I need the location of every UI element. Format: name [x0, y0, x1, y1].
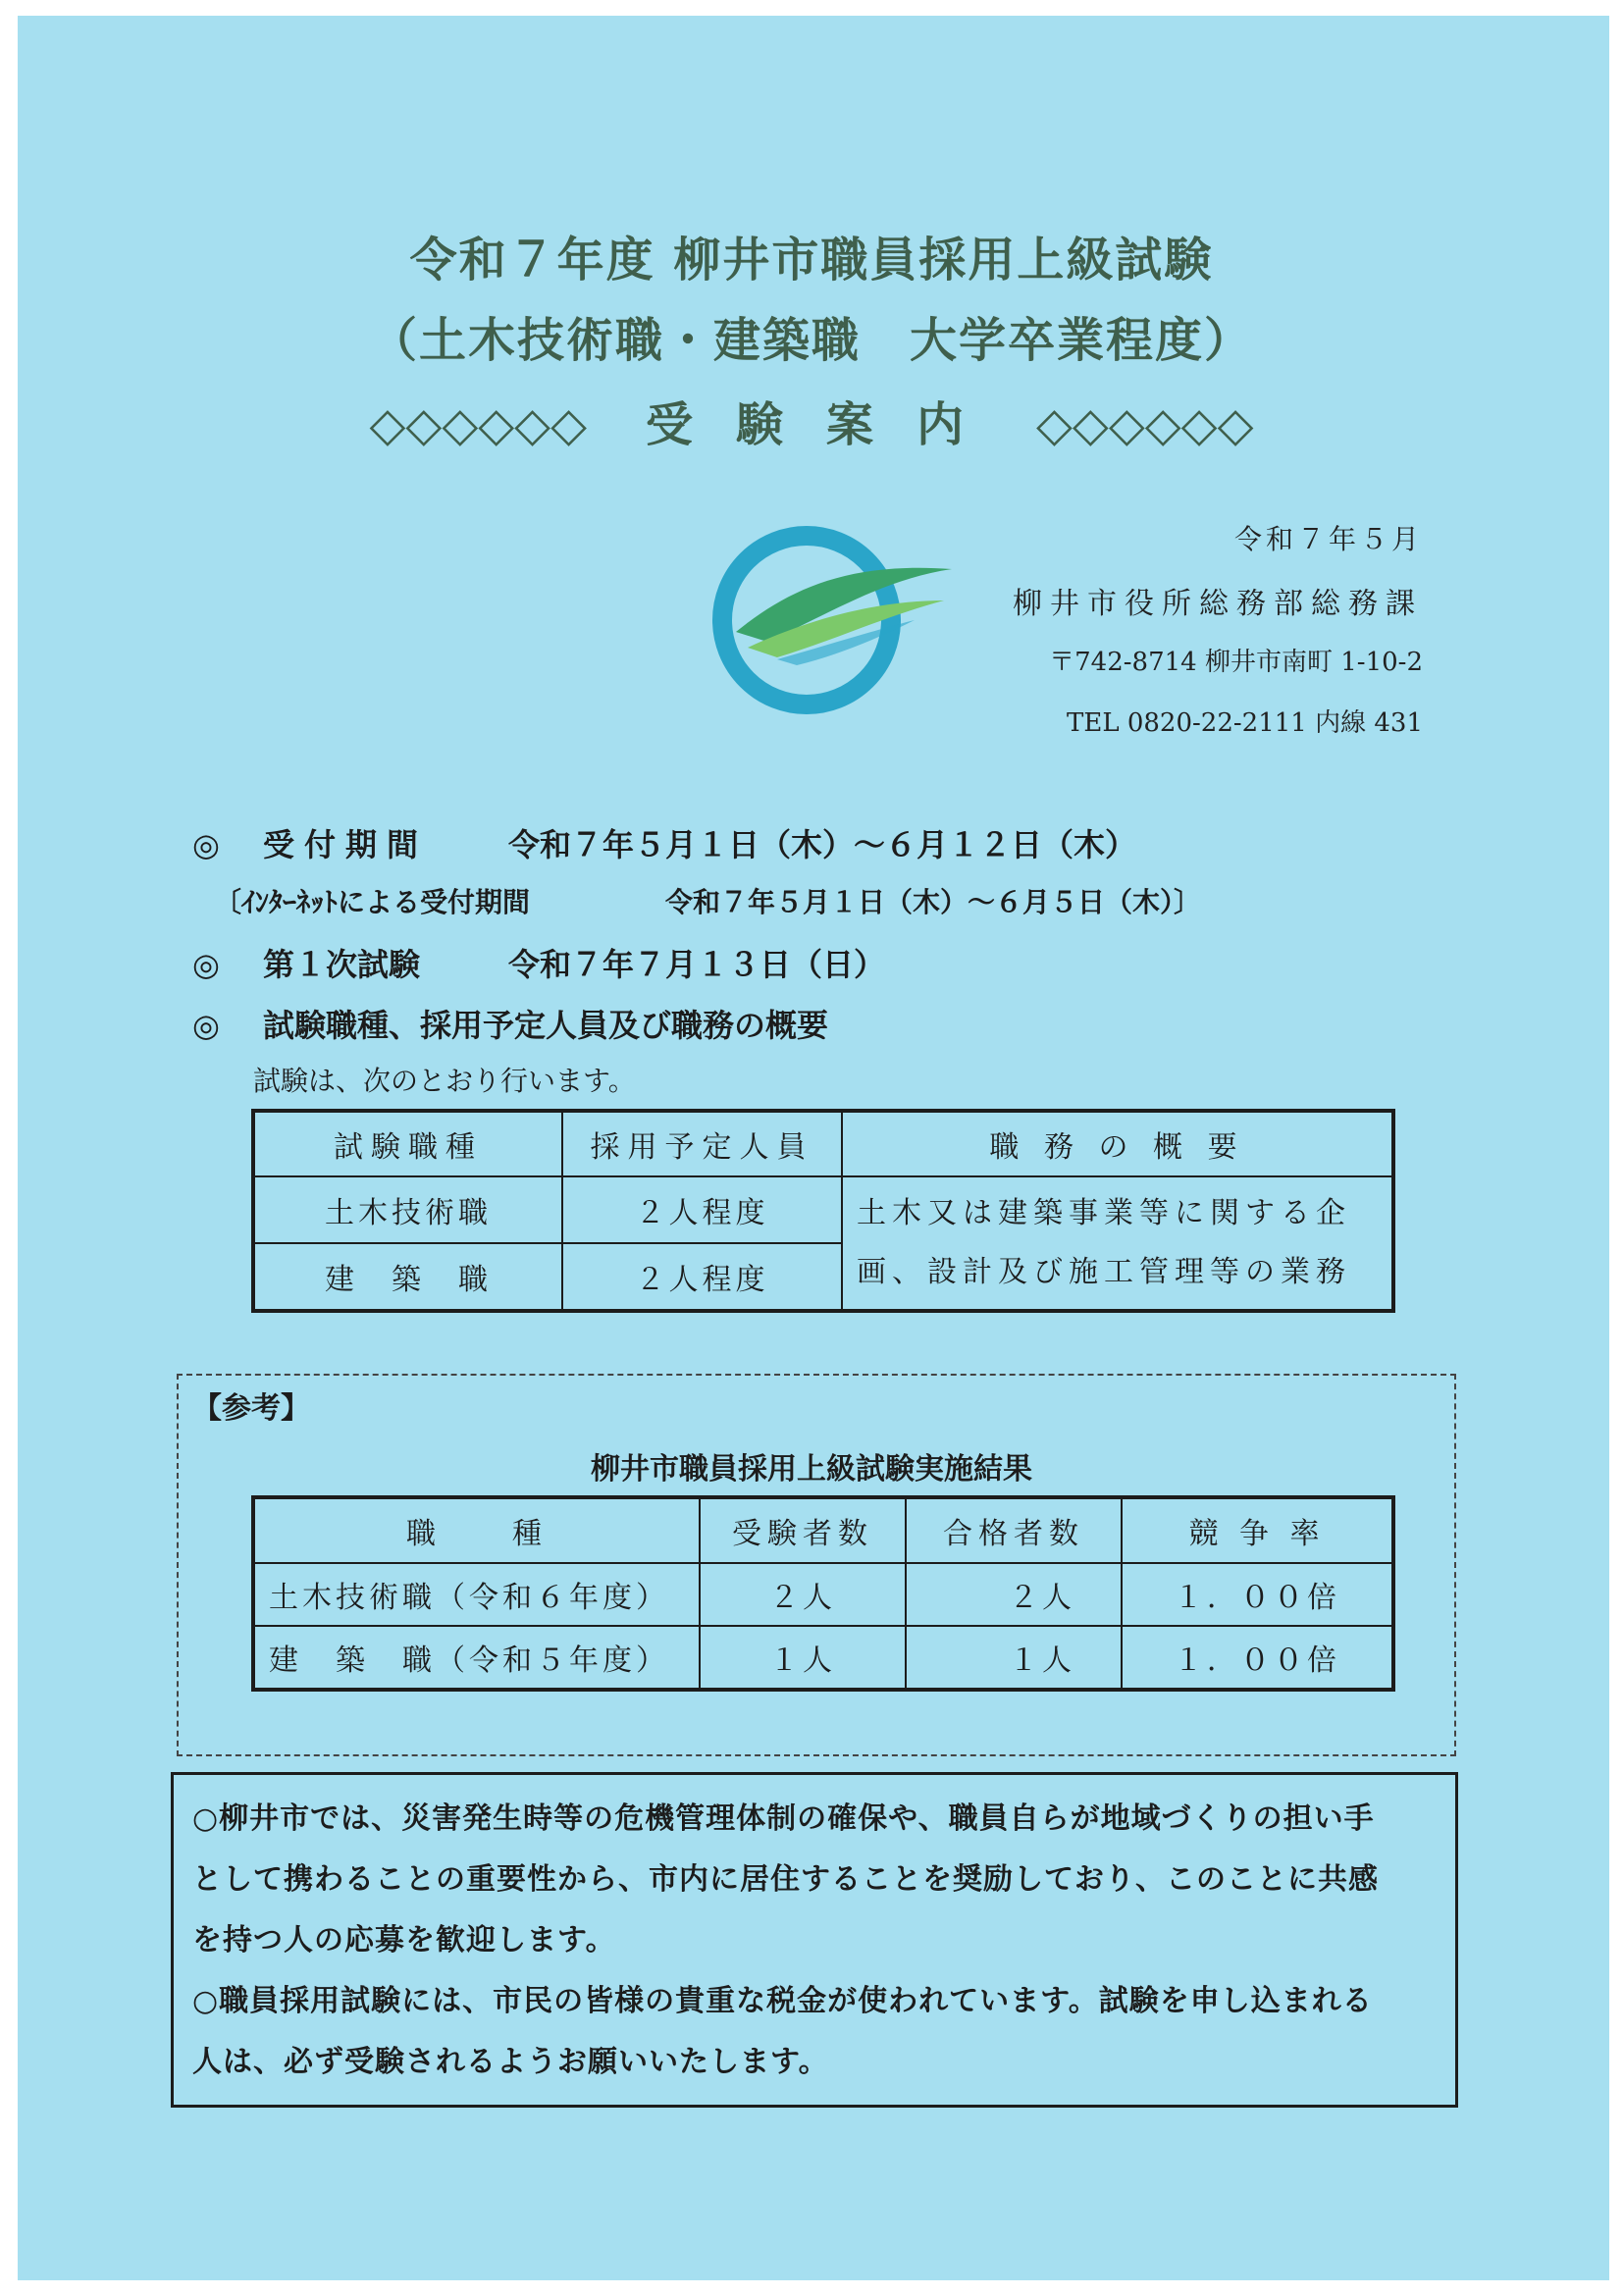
ratio-cell: １．００倍: [1122, 1626, 1393, 1690]
notice-line: ○職員採用試験には、市民の皆様の貴重な税金が使われています。試験を申し込まれる: [192, 1984, 1373, 2018]
city-logo-icon: [708, 522, 954, 718]
applicants-cell: ２人: [700, 1563, 906, 1626]
internet-period-row: [214, 881, 1201, 920]
exam-guide-heading: 受験案内: [645, 397, 1007, 452]
ratio-cell: １．００倍: [1122, 1563, 1393, 1626]
results-table: [251, 1495, 1395, 1692]
internet-label: 〔ｲﾝﾀｰﾈｯﾄによる受付期間: [214, 886, 531, 918]
first-exam-label: 第１次試験: [263, 946, 421, 983]
notice-line: として携わることの重要性から、市内に居住することを奨励しており、このことに共感: [192, 1862, 1379, 1897]
table-header-cell: 競 争 率: [1122, 1497, 1393, 1563]
issuer-tel: TEL 0820-22-2111 内線 431: [1067, 708, 1423, 738]
diamond-decoration-left: ◇◇◇◇◇◇: [369, 397, 587, 452]
table-header-cell: 合格者数: [906, 1497, 1122, 1563]
job-type-cell: 土木技術職: [253, 1176, 562, 1243]
table-header-cell: 受験者数: [700, 1497, 906, 1563]
job-type-cell: 建 築 職: [253, 1243, 562, 1311]
reception-period-row: [192, 820, 1136, 865]
double-circle-icon: ◎: [192, 946, 220, 983]
notice-line: を持つ人の応募を歓迎します。: [192, 1923, 616, 1957]
result-type-cell: 土木技術職（令和６年度）: [253, 1563, 700, 1626]
double-circle-icon: ◎: [192, 1007, 220, 1044]
notice-line: ○柳井市では、災害発生時等の危機管理体制の確保や、職員自らが地域づくりの担い手: [192, 1801, 1375, 1836]
notice-line: 人は、必ず受験されるようお願いいたします。: [192, 2045, 829, 2079]
first-exam-date: 令和７年７月１３日（日）: [508, 946, 886, 983]
job-count-cell: ２人程度: [562, 1243, 842, 1311]
job-description-cell: [842, 1176, 1393, 1311]
result-type-cell: 建 築 職（令和５年度）: [253, 1626, 700, 1690]
table-header-row: [253, 1497, 1393, 1563]
table-row: [253, 1626, 1393, 1690]
job-description-line: 画、設計及び施工管理等の業務: [857, 1255, 1351, 1289]
table-header-cell: 職 種: [253, 1497, 700, 1563]
table-header-cell: 職 務 の 概 要: [842, 1111, 1393, 1176]
diamond-decoration-right: ◇◇◇◇◇◇: [1036, 397, 1254, 452]
job-count-cell: ２人程度: [562, 1176, 842, 1243]
table-header-row: [253, 1111, 1393, 1176]
passed-cell: ２人: [906, 1563, 1122, 1626]
title-line-2: （土木技術職・建築職 大学卒業程度）: [369, 313, 1253, 368]
title-line-3: [0, 387, 1623, 454]
job-description-line: 土木又は建築事業等に関する企: [857, 1196, 1351, 1230]
reception-period: 令和７年５月１日（木）～６月１２日（木）: [508, 826, 1137, 863]
exam-note: 試験は、次のとおり行います。: [253, 1065, 636, 1097]
internet-period: 令和７年５月１日（木）～６月５日（木）〕: [665, 886, 1202, 918]
table-row: [253, 1563, 1393, 1626]
reference-title: 柳井市職員採用上級試験実施結果: [591, 1452, 1032, 1487]
first-exam-row: [192, 940, 885, 985]
jobs-table: [251, 1109, 1395, 1313]
issuer-department: 柳井市役所総務部総務課: [1013, 587, 1423, 621]
job-overview-heading: [192, 1001, 828, 1046]
title-line-1: 令和７年度 柳井市職員採用上級試験: [409, 233, 1214, 287]
applicants-cell: １人: [700, 1626, 906, 1690]
double-circle-icon: ◎: [192, 826, 220, 863]
issuer-address: 〒742-8714 柳井市南町 1-10-2: [1049, 648, 1423, 677]
table-row: [253, 1176, 1393, 1243]
passed-cell: １人: [906, 1626, 1122, 1690]
table-header-cell: 採用予定人員: [562, 1111, 842, 1176]
reference-tag: 【参考】: [192, 1391, 310, 1426]
job-overview-label: 試験職種、採用予定人員及び職務の概要: [263, 1007, 829, 1044]
table-header-cell: 試験職種: [253, 1111, 562, 1176]
issue-date: 令和７年５月: [1233, 523, 1423, 555]
reception-label: 受付期間: [263, 826, 429, 863]
